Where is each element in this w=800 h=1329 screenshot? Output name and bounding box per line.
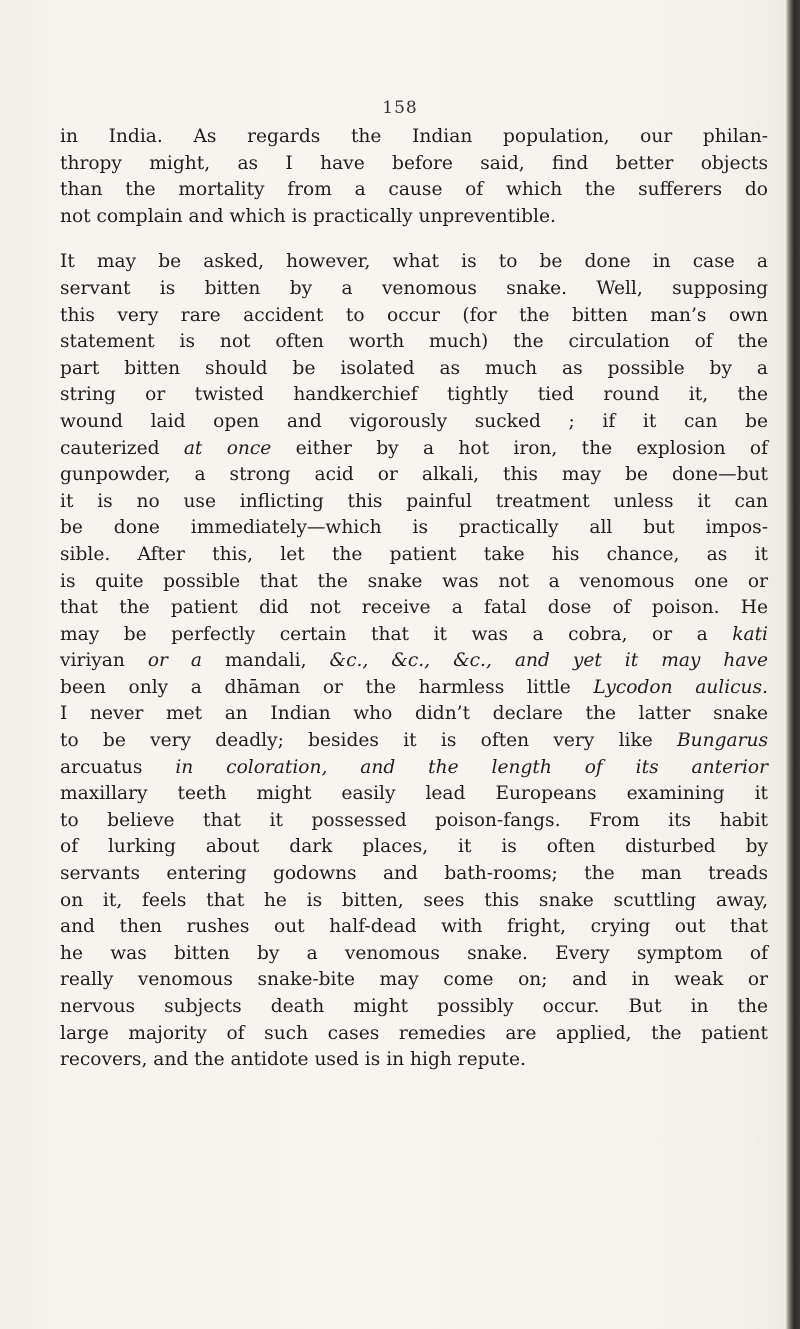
text-line: this very rare accident to occur (for the bitten man’s own bbox=[60, 304, 768, 326]
text-line: string or twisted handkerchief tightly tied round it, the bbox=[60, 384, 768, 406]
text-line: viriyan or a mandali, &c., &c., &c., and yet it may have bbox=[60, 650, 769, 672]
text-line: to believe that it possessed poison-fangs. From its habit bbox=[60, 809, 768, 831]
text-line: to be very deadly; besides it is often very like Bungarus bbox=[60, 730, 768, 752]
text-line: and then rushes out half-dead with fright, crying out that bbox=[60, 916, 768, 938]
text-line: maxillary teeth might easily lead Europeans examining it bbox=[60, 783, 768, 805]
page-edge-shadow bbox=[786, 0, 800, 1329]
text-line: large majority of such cases remedies are applied, the patient bbox=[60, 1022, 768, 1044]
text-line: may be perfectly certain that it was a cobra, or a kati bbox=[60, 623, 768, 645]
text-line: thropy might, as I have before said, find better objects bbox=[60, 152, 768, 174]
italic-term: &c., &c., &c., and yet it may have bbox=[306, 650, 769, 672]
text-line: that the patient did not receive a fatal dose of poison. He bbox=[60, 597, 768, 619]
text-line: gunpowder, a strong acid or alkali, this may be done—but bbox=[60, 464, 768, 486]
text-line: recovers, and the antidote used is in high repute. bbox=[60, 1049, 526, 1071]
text-line: not complain and which is practically unpreventible. bbox=[60, 205, 556, 227]
text-line: than the mortality from a cause of which the sufferers do bbox=[60, 179, 768, 201]
italic-term: at once bbox=[183, 437, 272, 459]
text-line: it is no use inflicting this painful treatment unless it can bbox=[60, 490, 768, 512]
paragraph-spacer bbox=[60, 230, 768, 249]
text-line: arcuatus in coloration, and the length of its anterior bbox=[60, 756, 768, 778]
italic-term: Lycodon aulicus. bbox=[593, 676, 768, 698]
paragraph-1 bbox=[60, 124, 768, 230]
text-line: really venomous snake-bite may come on; and in weak or bbox=[60, 969, 768, 991]
text-line: in India. As regards the Indian population, our philan- bbox=[60, 126, 768, 147]
text-line: is quite possible that the snake was not a venomous one or bbox=[60, 570, 768, 592]
text-line: servant is bitten by a venomous snake. Well, supposing bbox=[60, 277, 768, 299]
text-line: been only a dhāman or the harmless little Lycodon aulicus. bbox=[60, 676, 768, 698]
text-line: cauterized at once either by a hot iron, the explosion of bbox=[60, 437, 769, 459]
text-line: of lurking about dark places, it is often disturbed by bbox=[60, 836, 768, 858]
text-line: he was bitten by a venomous snake. Every symptom of bbox=[60, 942, 768, 964]
paragraph-2 bbox=[60, 249, 768, 1073]
text-line: nervous subjects death might possibly occur. But in the bbox=[60, 996, 768, 1017]
italic-term: kati bbox=[732, 623, 768, 645]
page-number: 158 bbox=[382, 98, 418, 118]
italic-term: in coloration, and the length of its anterior bbox=[142, 756, 768, 778]
text-line: part bitten should be isolated as much as possible by a bbox=[60, 357, 768, 379]
body-text bbox=[60, 124, 768, 1074]
text-line: statement is not often worth much) the circulation of the bbox=[60, 331, 768, 353]
text-line: I never met an Indian who didn’t declare the latter snake bbox=[60, 703, 768, 725]
text-line: be done immediately—which is practically all but impos- bbox=[60, 517, 768, 539]
text-line: sible. After this, let the patient take his chance, as it bbox=[60, 543, 768, 565]
text-line: It may be asked, however, what is to be done in case a bbox=[60, 251, 768, 273]
text-line: on it, feels that he is bitten, sees this snake scuttling away, bbox=[60, 889, 768, 911]
italic-term: or a bbox=[124, 650, 226, 672]
text-line: wound laid open and vigorously sucked ; if it can be bbox=[60, 410, 768, 432]
italic-term: Bungarus bbox=[676, 730, 768, 752]
text-line: servants entering godowns and bath-rooms; the man treads bbox=[60, 863, 768, 885]
